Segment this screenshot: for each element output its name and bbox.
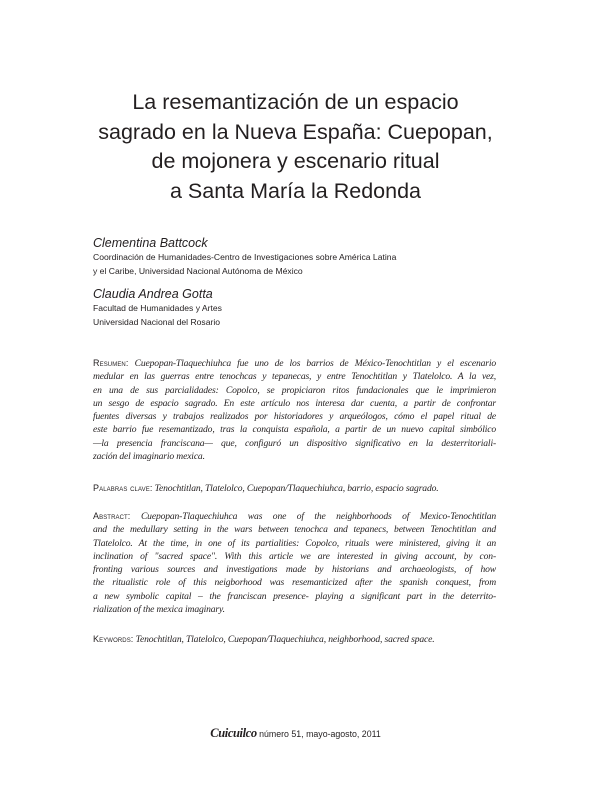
author-name: Clementina Battcock <box>93 236 208 250</box>
resumen-line: fuentes diversas y trabajos realizados por historiadores y arqueólogos, cómo el papel ritual de <box>93 411 496 423</box>
abstract-line: inclination of "sacred space". With this article we are interested in giving account, by con- <box>93 550 496 562</box>
palabras-clave-label: Palabras clave: <box>93 483 153 493</box>
abstract-line: a new symbolic capital – the franciscan presence- playing a significant part in the deterrito- <box>93 590 496 602</box>
abstract-line: and the medullary setting in the wars between tenochca and tepanecs, between Tenochtitlan and <box>93 524 496 536</box>
affiliation-line: Universidad Nacional del Rosario <box>93 316 221 327</box>
abstract-line: fronting various sources and investigations made by historians and archaeologists, of how <box>93 564 496 576</box>
abstract-line: rialization of the mexica imaginary. <box>93 604 225 616</box>
resumen-line: este barrio fue resemantizado, tras la conquista española, a partir de un nuevo capital simbólico <box>93 424 496 436</box>
palabras-clave-text: Tenochtitlan, Tlatelolco, Cuepopan/Tlaquechiuhca, barrio, espacio sagrado. <box>154 483 439 494</box>
resumen-block <box>93 357 496 463</box>
resumen-line: en una de sus parcialidades: Copolco, se propiciaron ritos fundacionales que le imprimieron <box>93 384 496 396</box>
abstract-line: Tlatelolco. At the time, in one of its partialities: Copolco, rituals were ministered, giving it an <box>93 537 496 549</box>
abstract-line: the ritualistic role of this neigborhood was resemanticized after the spanish conquest, from <box>93 577 496 589</box>
keywords-text: Tenochtitlan, Tlatelolco, Cuepopan/Tlaquechiuhca, neighborhood, sacred space. <box>135 634 435 645</box>
article-title <box>60 88 531 206</box>
author-affiliation <box>93 302 222 329</box>
resumen-line: —la presencia franciscana— que, configuró un dispositivo significativo en la desterritoriali- <box>93 437 496 449</box>
author-name: Claudia Andrea Gotta <box>93 287 213 301</box>
palabras-clave-block <box>93 482 496 495</box>
title-line: sagrado en la Nueva España: Cuepopan, <box>98 119 493 144</box>
resumen-label: Resumen: <box>93 358 129 368</box>
abstract-label: Abstract: <box>93 511 131 521</box>
affiliation-line: y el Caribe, Universidad Nacional Autónoma de México <box>93 265 303 276</box>
abstract-block <box>93 510 496 616</box>
title-line: a Santa María la Redonda <box>170 178 421 203</box>
title-line: de mojonera y escenario ritual <box>151 149 440 173</box>
resumen-line: un sesgo de espacio sagrado. En este artículo nos interesa dar cuenta, a partir de confrontar <box>93 397 496 409</box>
affiliation-line: Coordinación de Humanidades-Centro de Investigaciones sobre América Latina <box>93 252 397 262</box>
keywords-label: Keywords: <box>93 634 134 644</box>
resumen-line: zación del imaginario mexica. <box>93 451 205 463</box>
resumen-line: Cuepopan-Tlaquechiuhca fue uno de los barrios de México-Tenochtitlan y el escenario <box>134 358 496 369</box>
resumen-line: medular en las guerras entre tenochcas y tepanecas, y entre Tenochtitlan y Tlatelolco. A la vez, <box>93 371 496 383</box>
title-line: La resemantización de un espacio <box>132 90 459 114</box>
page-footer <box>0 726 591 741</box>
abstract-line: Cuepopan-Tlaquechiuhca was one of the neighborhoods of Mexico-Tenochtitlan <box>140 511 497 522</box>
affiliation-line: Facultad de Humanidades y Artes <box>93 303 222 313</box>
author-affiliation <box>93 251 396 278</box>
keywords-block <box>93 633 496 646</box>
issue-info: número 51, mayo-agosto, 2011 <box>259 729 381 739</box>
journal-logo: Cuicuilco <box>210 726 257 740</box>
